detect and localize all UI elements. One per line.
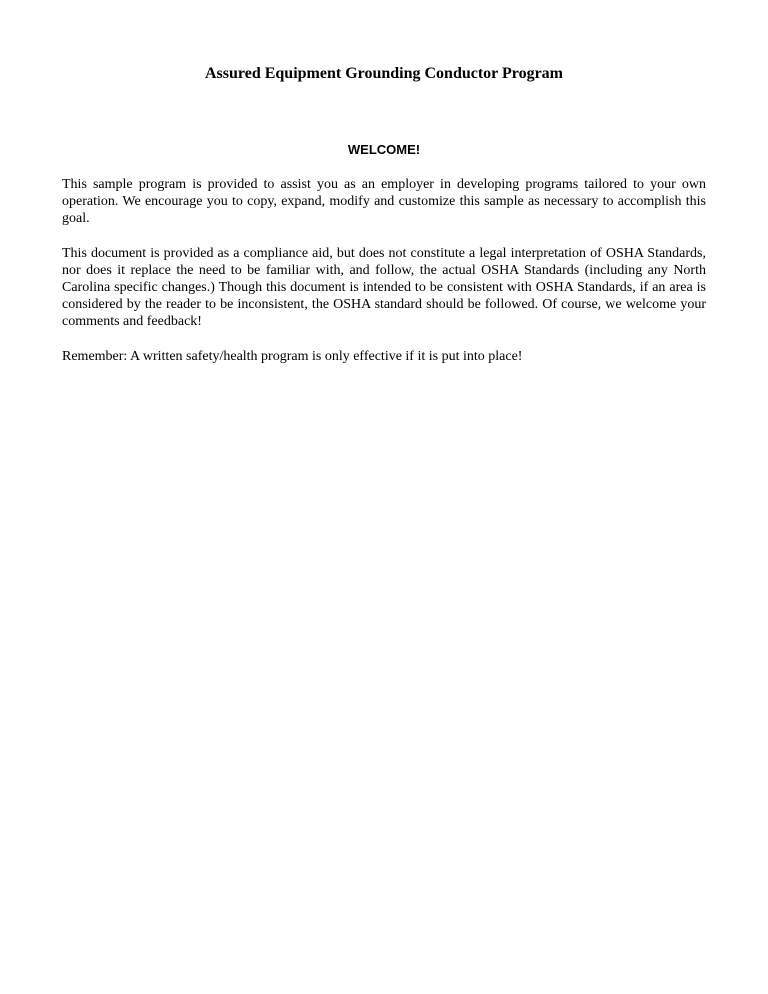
document-title: Assured Equipment Grounding Conductor Program [205, 65, 563, 82]
reminder-paragraph: Remember: A written safety/health program is only effective if it is put into place! [62, 349, 523, 364]
disclaimer-paragraph: This document is provided as a compliance aid, but does not constitute a legal interpretation of OSHA Standards, nor does it replace the need to be familiar with, and follow, the actual OSHA Standards (including any North Carolina specific changes.) Though this document is intended to be consistent with OSHA Standards, if an area is considered by the reader to be inconsistent, the OSHA standard should be followed. Of course, we welcome your comments and feedback! [62, 246, 706, 329]
intro-paragraph: This sample program is provided to assist you as an employer in developing programs tailored to your own operation. We encourage you to copy, expand, modify and customize this sample as necessary to accomplish this goal. [62, 177, 706, 226]
welcome-heading: WELCOME! [347, 142, 421, 157]
